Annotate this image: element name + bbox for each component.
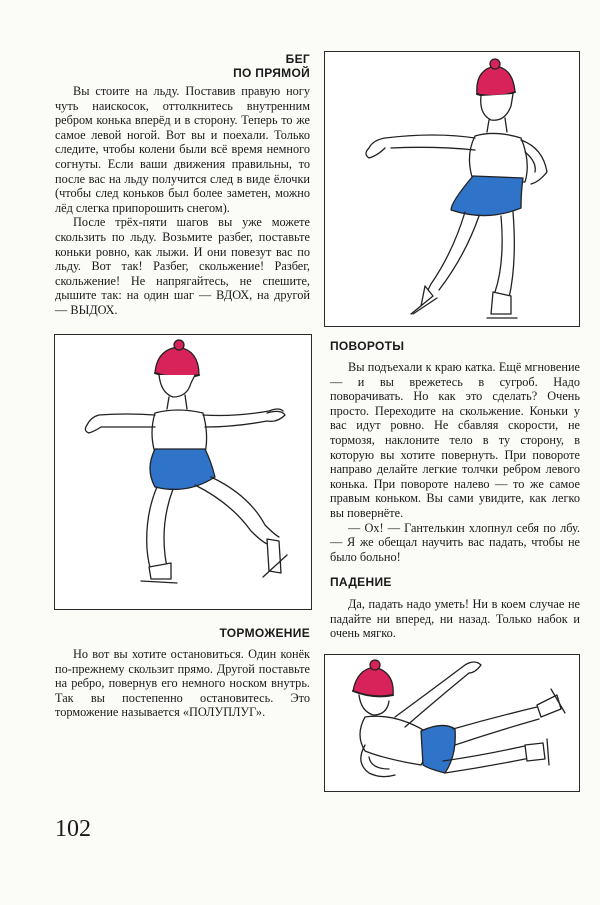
page-number: 102 <box>55 816 91 842</box>
illustration-turn-skater <box>54 334 312 610</box>
text-block-braking <box>55 647 310 720</box>
text-block-falling <box>330 597 580 641</box>
illustration-straight-skater <box>324 51 580 327</box>
skater-drawing <box>325 52 579 326</box>
illustration-falling-skater <box>324 654 580 792</box>
section-title-straight: БЕГ ПО ПРЯМОЙ <box>233 52 310 80</box>
section-title-braking: ТОРМОЖЕНИЕ <box>219 626 310 640</box>
paragraph: Вы стоите на льду. Поставив правую ногу чуть наискосок, оттолкнитесь внутренним ребром конька вперёд и в сторону. Теперь то же самое левой ногой. Вот вы и поехали. Только следите, чтобы колени были всё время немного согнуты. Если ваши движения правильны, то после вас на льду получится след в виде ёлочки (чтобы след коньков был более заметен, можно лёд слегка припорошить снегом). <box>55 84 310 215</box>
skater-drawing <box>55 335 311 609</box>
paragraph: Но вот вы хотите остановиться. Один конёк по-прежнему скользит прямо. Другой поставьте на ребро, повернув его немного носком внутрь. Так вы постепенно остановитесь. Это торможение называется «ПОЛУПЛУГ». <box>55 647 310 720</box>
section-title-turns: ПОВОРОТЫ <box>330 339 405 353</box>
paragraph: Да, падать надо уметь! Ни в коем случае не падайте ни вперед, ни назад. Только набок и очень мягко. <box>330 597 580 641</box>
text-block-straight <box>55 84 310 318</box>
text-block-turns <box>330 360 580 564</box>
section-title-falling: ПАДЕНИЕ <box>330 575 392 589</box>
paragraph: После трёх-пяти шагов вы уже можете скользить по льду. Возьмите разбег, поставьте коньки ровно, как лыжи. И они повезут вас по льду. Вот так! Разбег, скольжение! Разбег, скольжение! Не напрягайтесь, не спешите, дышите так: на один шаг — ВДОХ, на другой — ВЫДОХ. <box>55 215 310 317</box>
skater-drawing <box>325 655 579 791</box>
paragraph: — Ох! — Гантелькин хлопнул себя по лбу. — Я же обещал научить вас падать, чтобы не было больно! <box>330 520 580 564</box>
paragraph: Вы подъехали к краю катка. Ещё мгновение — и вы врежетесь в сугроб. Надо поворачивать. Но как это сделать? Очень просто. Переходите на скольжение. Коньки у вас идут ровно. Не сбавляя скорости, не тормозя, наклоните тело в ту сторону, в которую вы хотите повернуть. При повороте направо делайте легкие толчки ребром левого конька. При повороте налево — то же самое правым коньком. Вы сами увидите, как легко вы повернёте. <box>330 360 580 520</box>
